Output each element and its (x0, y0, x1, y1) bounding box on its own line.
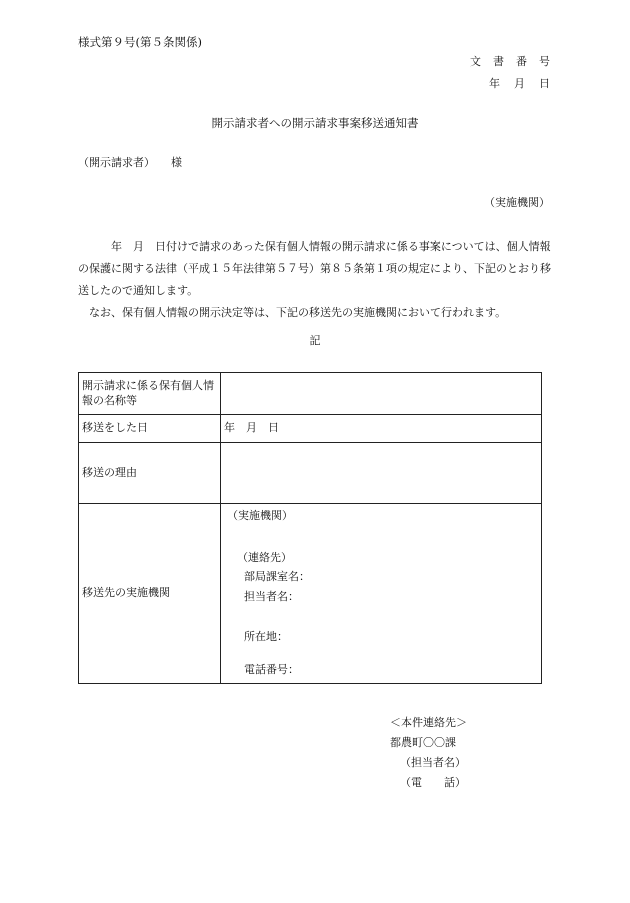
row-label-info-name: 開示請求に係る保有個人情報の名称等 (79, 373, 221, 415)
row-value-info-name (221, 373, 542, 415)
row-value-destination-agency (221, 504, 542, 684)
document-title: 開示請求者への開示請求事案移送通知書 (211, 116, 419, 130)
destination-phone: 電話番号： (244, 663, 299, 676)
contact-block (390, 713, 467, 793)
destination-address: 所在地： (244, 630, 288, 643)
table-row (79, 504, 542, 684)
row-label-transfer-date: 移送をした日 (79, 415, 221, 443)
row-label-destination-agency: 移送先の実施機関 (79, 504, 221, 684)
destination-person: 担当者名： (244, 590, 299, 603)
table-row (79, 415, 542, 443)
document-date-label: 年月日 (489, 77, 564, 90)
destination-department: 部局課室名： (244, 570, 310, 583)
body-paragraph-2: なお、保有個人情報の開示決定等は、下記の移送先の実施機関において行われます。 (78, 306, 507, 319)
notice-body (78, 236, 553, 324)
row-label-transfer-reason: 移送の理由 (79, 443, 221, 504)
transfer-details-table (78, 372, 542, 684)
contact-office: 都農町〇〇課 (390, 736, 456, 749)
ki-marker: 記 (309, 334, 321, 347)
destination-org: （実施機関） (227, 509, 293, 522)
row-value-transfer-reason (221, 443, 542, 504)
addressee-honorific: 様 (171, 156, 182, 169)
contact-phone: （電 話） (400, 776, 466, 789)
contact-person: （担当者名） (400, 756, 466, 769)
addressee-name: （開示請求者） (78, 156, 155, 169)
body-paragraph-1: 年 月 日付けで請求のあった保有個人情報の開示請求に係る事案については、個人情報の保護に関する法律（平成１５年法律第５７号）第８５条第１項の規定により、下記のとおり移送したので通知します。 (78, 240, 551, 297)
destination-contact-heading: （連絡先） (237, 551, 292, 564)
table-row (79, 443, 542, 504)
document-number-label: 文書番号 (470, 55, 562, 68)
table-row (79, 373, 542, 415)
sender-agency: （実施機関） (484, 196, 550, 209)
contact-heading: ＜本件連絡先＞ (390, 716, 467, 729)
form-number: 様式第９号(第５条関係) (78, 35, 202, 49)
destination-block (221, 504, 541, 682)
addressee (78, 156, 182, 170)
row-value-transfer-date: 年 月 日 (221, 415, 542, 443)
